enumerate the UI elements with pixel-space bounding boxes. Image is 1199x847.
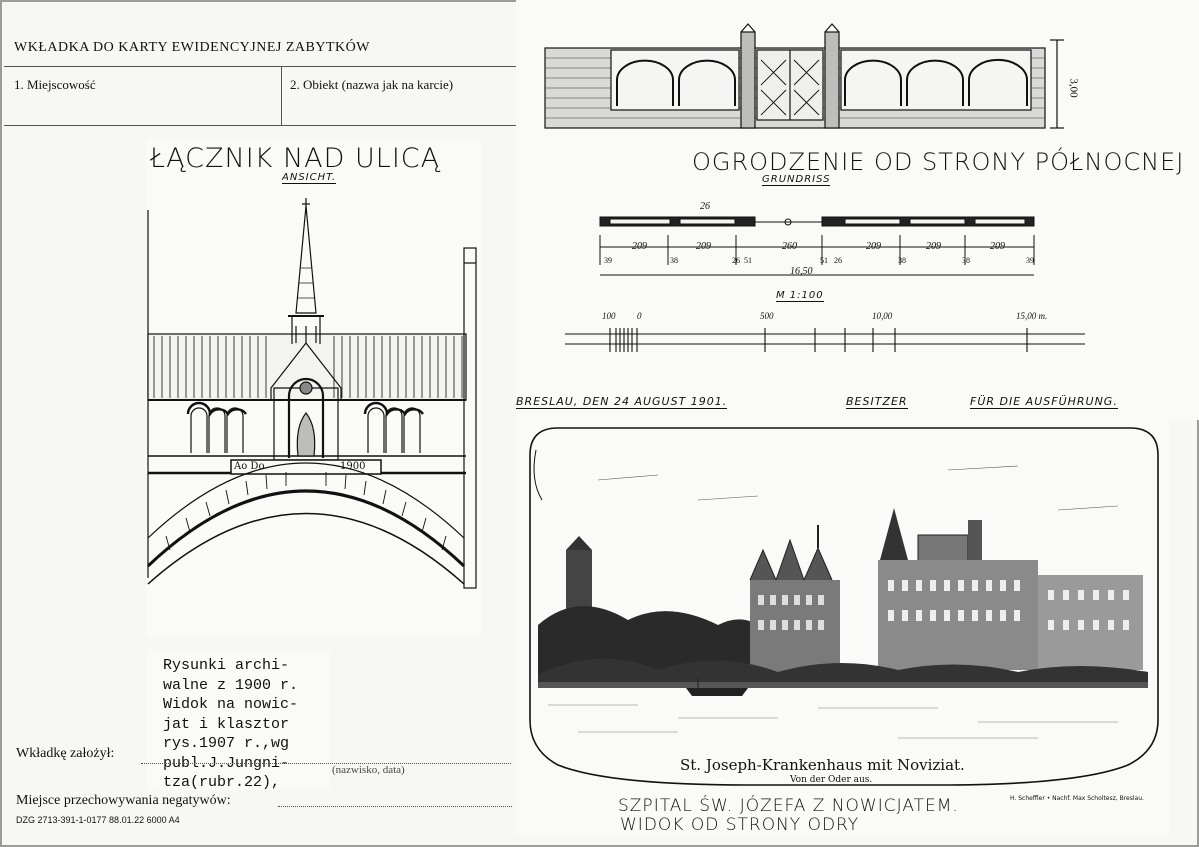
note-line: Widok na nowic- <box>163 696 299 713</box>
founder-dotted-line <box>141 763 511 764</box>
form-title: WKŁADKA DO KARTY EWIDENCYJNEJ ZABYTKÓW <box>14 40 370 55</box>
scale-tick: 100 <box>602 311 616 321</box>
fence-elevation-drawing <box>545 10 1085 130</box>
wall-thickness-dim: 26 <box>700 201 710 212</box>
founder-label: Wkładkę założył: <box>16 746 115 761</box>
signature-place-date: BRESLAU, DEN 24 AUGUST 1901. <box>516 395 728 408</box>
negatives-label: Miejsce przechowywania negatywów: <box>16 793 231 808</box>
postcard-polish-title-line1: SZPITAL ŚW. JÓZEFA Z NOWICJATEM. <box>618 796 959 816</box>
bridge-elevation-drawing <box>146 138 481 638</box>
inscription-year: 1900 <box>340 461 366 472</box>
small-dim-label: 38 <box>898 256 906 265</box>
negatives-dotted-line <box>278 806 512 807</box>
postcard-subcaption: Von der Oder aus. <box>790 775 873 785</box>
small-dim-label: 26 <box>732 256 740 265</box>
small-dim-label: 51 <box>820 256 828 265</box>
note-line: jat i klasztor <box>163 715 290 733</box>
bridge-drawing-title: ŁĄCZNIK NAD ULICĄ <box>150 143 441 174</box>
scale-tick: 500 <box>760 311 774 321</box>
postcard-publisher: H. Scheffler • Nachf. Max Scholtesz, Breslau. <box>1010 795 1144 802</box>
small-dim-label: 38 <box>962 256 970 265</box>
fence-plan-drawing <box>600 205 1050 285</box>
scale-tick: 15,00 m. <box>1016 311 1048 321</box>
postcard-polish-title-line2: WIDOK OD STRONY ODRY <box>620 815 860 835</box>
archive-note-text <box>163 656 298 793</box>
header-rule <box>4 66 516 67</box>
fence-height-dim: 3,00 <box>1067 78 1080 98</box>
note-line: walne z 1900 r. <box>163 676 299 694</box>
field-obiekt: 2. Obiekt (nazwa jak na karcie) <box>290 77 454 92</box>
owner-label: BESITZER <box>846 395 908 408</box>
field-miejscowosc: 1. Miejscowość <box>14 77 96 92</box>
note-line: tza(rubr.22), <box>163 774 281 791</box>
note-line: rys.1907 r.,wg <box>163 735 290 752</box>
small-dim-label: 39 <box>604 256 612 265</box>
postcard-caption: St. Joseph-Krankenhaus mit Noviziat. <box>680 756 965 774</box>
note-line: Rysunki archi- <box>163 657 290 674</box>
bridge-ansicht-label: ANSICHT. <box>282 172 337 183</box>
dim-label: 209 <box>696 241 711 252</box>
dim-label: 209 <box>926 241 941 252</box>
small-dim-label: 39 <box>1026 256 1034 265</box>
print-code: DZG 2713-391-1-0177 88.01.22 6000 A4 <box>16 815 180 825</box>
postcard-hospital-view <box>518 420 1168 800</box>
small-dim-label: 26 <box>834 256 842 265</box>
scale-label: M 1:100 <box>776 290 824 301</box>
small-dim-label: 51 <box>744 256 752 265</box>
note-line: publ.J.Jungni- <box>163 754 290 772</box>
fence-grundriss-label: GRUNDRISS <box>762 174 831 185</box>
archive-note-card <box>147 650 330 790</box>
field-divider <box>281 66 282 125</box>
dim-label: 209 <box>990 241 1005 252</box>
small-dim-label: 38 <box>670 256 678 265</box>
scale-bar <box>565 320 1085 360</box>
dim-label: 260 <box>782 241 797 252</box>
dim-label: 209 <box>632 241 647 252</box>
execution-label: FÜR DIE AUSFÜHRUNG. <box>970 395 1118 408</box>
header-rule-bottom <box>4 125 516 126</box>
scale-tick: 10,00 <box>872 311 893 321</box>
dim-label: 209 <box>866 241 881 252</box>
scale-tick: 0 <box>637 311 642 321</box>
fence-drawing-title: OGRODZENIE OD STRONY PÓŁNOCNEJ <box>692 148 1185 176</box>
founder-hint: (nazwisko, data) <box>332 764 405 776</box>
inscription-ao-do: Ao Do <box>234 461 265 472</box>
total-length-dim: 16,50 <box>790 266 813 277</box>
